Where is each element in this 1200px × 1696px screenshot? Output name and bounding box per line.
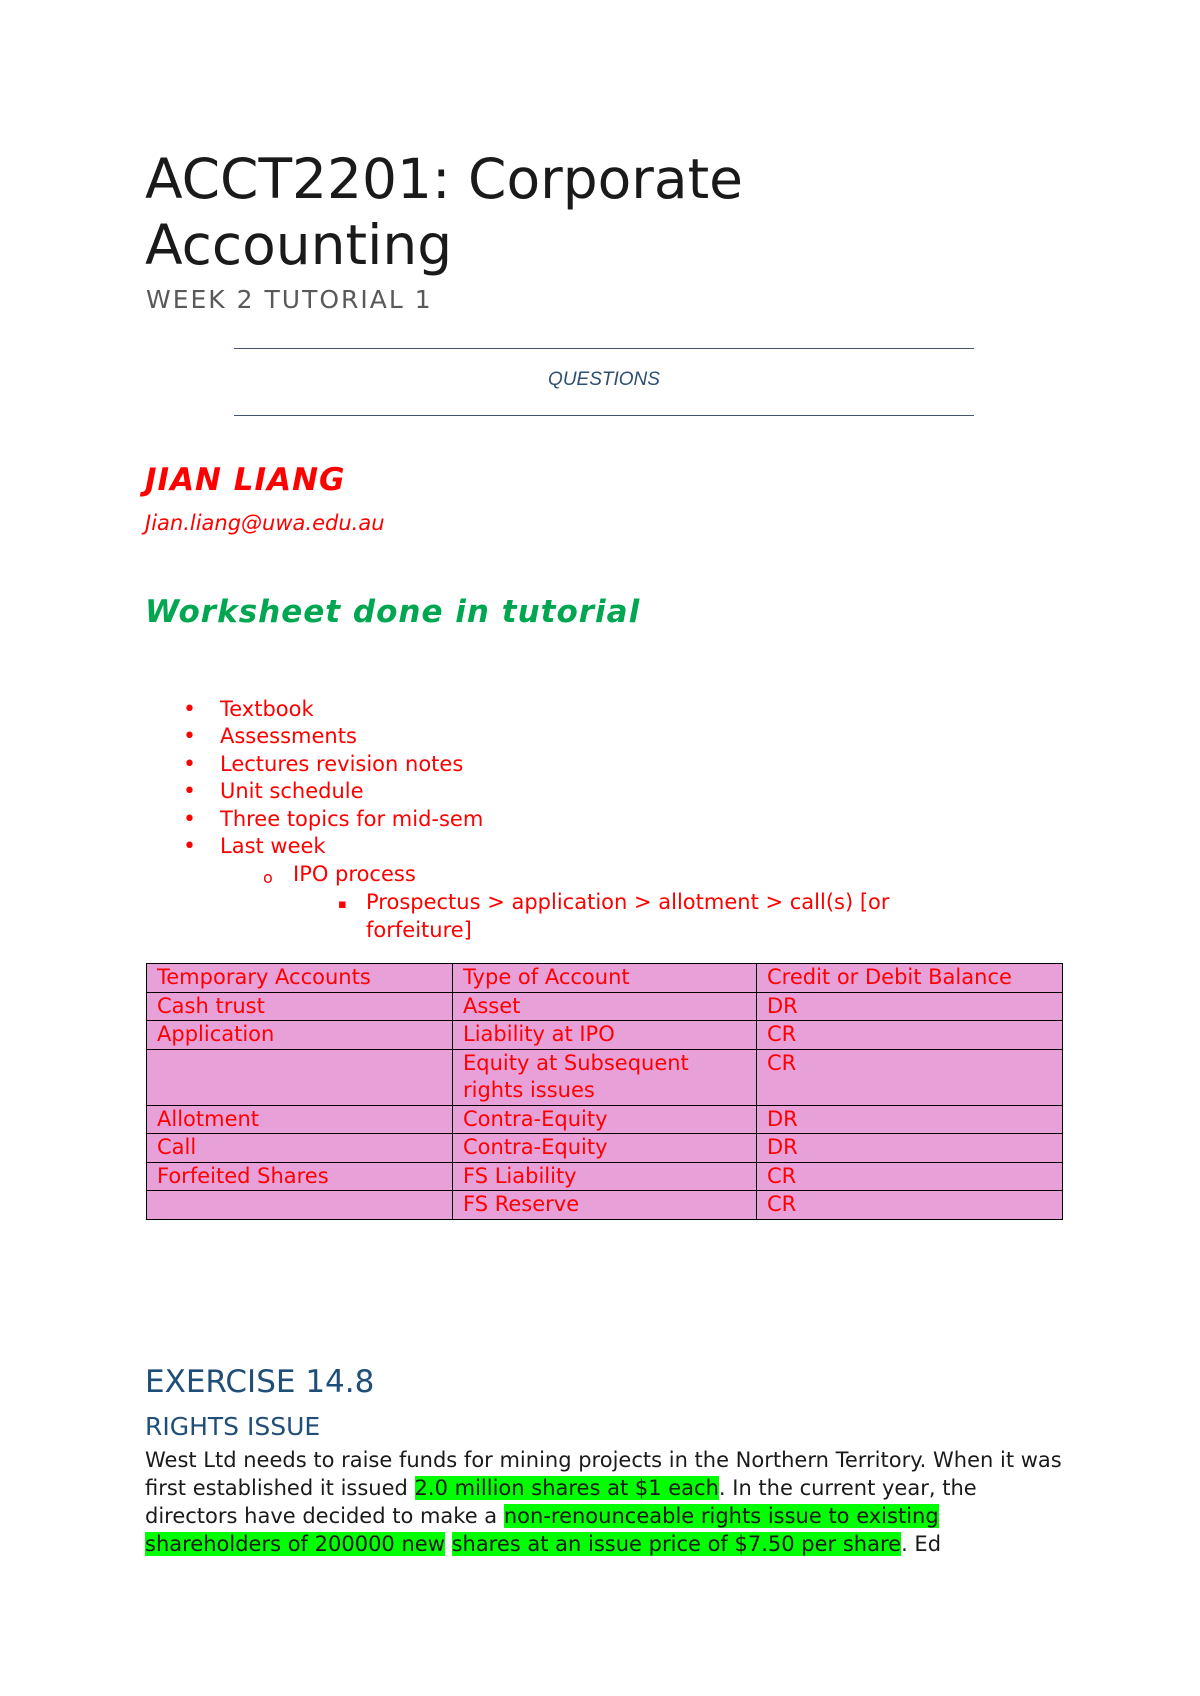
table-cell: Forfeited Shares — [147, 1162, 453, 1191]
table-header-cell: Temporary Accounts — [147, 964, 453, 993]
table-cell: DR — [757, 1134, 1063, 1163]
table-cell: Cash trust — [147, 992, 453, 1021]
table-row — [147, 1021, 1063, 1050]
document-subtitle: WEEK 2 TUTORIAL 1 — [146, 285, 433, 314]
square-bullet-icon: ▪ — [338, 897, 347, 912]
sub-sub-list-item — [338, 889, 890, 916]
accounts-table — [146, 963, 1063, 1220]
table-cell: DR — [757, 992, 1063, 1021]
paragraph-text: . Ed — [901, 1532, 942, 1556]
sub-list-item-label: IPO process — [293, 862, 416, 886]
table-cell: Contra-Equity — [453, 1134, 757, 1163]
exercise-subheading: RIGHTS ISSUE — [145, 1412, 321, 1441]
table-cell: Asset — [453, 992, 757, 1021]
exercise-paragraph — [145, 1446, 1065, 1558]
list-item — [183, 833, 326, 860]
highlighted-text: shares at an issue price of $7.50 per share — [451, 1532, 902, 1556]
paragraph-text: . In the current year, the directors have decided to make a — [145, 1476, 977, 1528]
divider-top — [234, 348, 974, 349]
list-item-label: Textbook — [220, 697, 314, 721]
table-cell: CR — [757, 1191, 1063, 1220]
table-header-row — [147, 964, 1063, 993]
table-row — [147, 1191, 1063, 1220]
highlighted-text: 2.0 million shares at $1 each — [414, 1476, 719, 1500]
paragraph-text: West Ltd needs to raise funds for mining projects in the Northern Territory. When it was first established it issued — [145, 1448, 1062, 1500]
section-label: QUESTIONS — [548, 369, 660, 390]
table-cell: Call — [147, 1134, 453, 1163]
list-item — [183, 778, 364, 805]
table-cell: CR — [757, 1021, 1063, 1050]
table-header-cell: Credit or Debit Balance — [757, 964, 1063, 993]
bullet-icon: • — [183, 834, 196, 859]
table-row — [147, 992, 1063, 1021]
table-header-cell: Type of Account — [453, 964, 757, 993]
table-row — [147, 1105, 1063, 1134]
list-item-label: Three topics for mid-sem — [220, 807, 484, 831]
sub-sub-list-item-line2: forfeiture] — [366, 918, 472, 942]
table-cell: Allotment — [147, 1105, 453, 1134]
list-item — [183, 806, 484, 833]
list-item-label: Assessments — [220, 724, 357, 748]
list-item-label: Unit schedule — [220, 779, 364, 803]
bullet-icon: • — [183, 697, 196, 722]
table-cell: Liability at IPO — [453, 1021, 757, 1050]
table-cell-line: Equity at Subsequent — [463, 1050, 689, 1075]
circle-bullet-icon: o — [263, 868, 273, 887]
table-row — [147, 1162, 1063, 1191]
list-item — [183, 751, 464, 778]
table-cell: CR — [757, 1162, 1063, 1191]
paragraph-text — [445, 1532, 452, 1556]
document-title: ACCT2201: Corporate Accounting — [145, 147, 743, 277]
bullet-icon: • — [183, 779, 196, 804]
worksheet-heading: Worksheet done in tutorial — [145, 594, 641, 630]
table-cell — [453, 1049, 757, 1105]
table-cell: Contra-Equity — [453, 1105, 757, 1134]
table-cell: FS Reserve — [453, 1191, 757, 1220]
author-email[interactable]: Jian.liang@uwa.edu.au — [145, 511, 385, 535]
table-cell: Application — [147, 1021, 453, 1050]
sub-sub-list-item-line1: Prospectus > application > allotment > call(s) [or — [366, 890, 890, 914]
table-cell: FS Liability — [453, 1162, 757, 1191]
divider-bottom — [234, 415, 974, 416]
table-row — [147, 1049, 1063, 1105]
bullet-icon: • — [183, 724, 196, 749]
bullet-icon: • — [183, 807, 196, 832]
table-row — [147, 1134, 1063, 1163]
list-item — [183, 696, 314, 723]
sub-list-item — [263, 861, 416, 888]
list-item — [183, 723, 357, 750]
table-cell: CR — [757, 1049, 1063, 1105]
table-cell — [147, 1191, 453, 1220]
highlighted-text: non-renounceable rights issue to existing shareholders of 200000 new — [145, 1504, 939, 1556]
list-item-label: Last week — [220, 834, 326, 858]
table-cell — [147, 1049, 453, 1105]
table-cell-line: rights issues — [463, 1078, 595, 1102]
list-item-label: Lectures revision notes — [220, 752, 464, 776]
bullet-icon: • — [183, 752, 196, 777]
exercise-heading: EXERCISE 14.8 — [145, 1364, 375, 1400]
sub-sub-list-item-continued — [366, 917, 472, 944]
author-name: JIAN LIANG — [145, 462, 346, 498]
table-cell: DR — [757, 1105, 1063, 1134]
